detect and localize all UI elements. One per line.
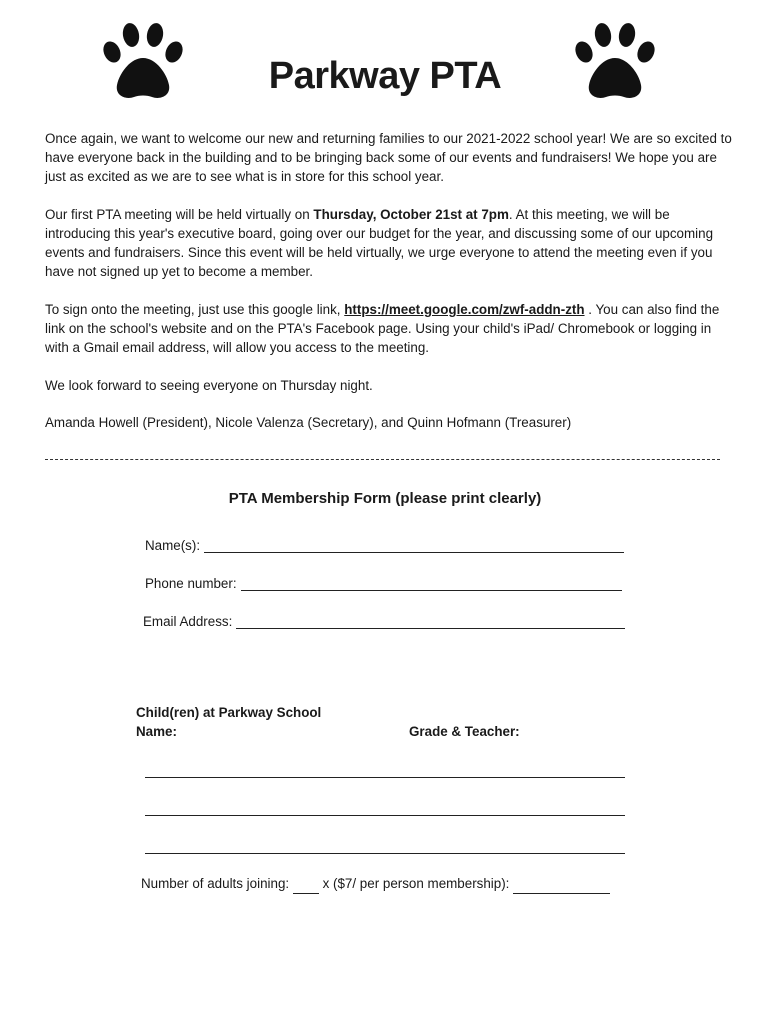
meeting-paragraph <box>45 205 735 281</box>
child-row-line[interactable] <box>145 777 625 778</box>
email-input-line[interactable] <box>236 612 625 629</box>
total-amount-line[interactable] <box>513 879 610 894</box>
phone-label: Phone number: <box>145 576 237 591</box>
child-name-column: Name: <box>136 724 177 739</box>
page-title: Parkway PTA <box>268 55 502 97</box>
children-heading: Child(ren) at Parkway School <box>136 705 322 720</box>
link-text-end: . You can also find the link on the school's website and on the PTA's Facebook page. Using your child's iPad/ Chromebook or logging in with a Gmail email address, will allow you access to the meeting. <box>45 302 720 355</box>
phone-input-line[interactable] <box>241 574 622 591</box>
link-paragraph <box>45 300 735 357</box>
email-label: Email Address: <box>143 614 233 629</box>
names-label: Name(s): <box>145 538 201 553</box>
child-row-line[interactable] <box>145 853 625 854</box>
adults-count-line[interactable] <box>293 879 319 894</box>
meeting-text-end: . At this meeting, we will be introducing this year's executive board, going over our budget for the year, and discussing some of our upcoming events and fundraisers. Since this event will be held virtually, we urge everyone to attend the meeting even if you have not signed up yet to become a member. <box>45 207 714 279</box>
meeting-link[interactable]: https://meet.google.com/zwf-addn-zth <box>344 302 585 317</box>
closing-paragraph: We look forward to seeing everyone on Thursday night. <box>45 378 373 393</box>
link-text-start: To sign onto the meeting, just use this google link, <box>45 302 345 317</box>
adults-label: Number of adults joining: <box>141 876 290 891</box>
phone-field <box>145 571 622 591</box>
meeting-text-start: Our first PTA meeting will be held virtually on <box>45 207 314 222</box>
names-input-line[interactable] <box>204 536 624 553</box>
welcome-paragraph: Once again, we want to welcome our new and returning families to our 2021-2022 school year! We are so excited to have everyone back in the building and to be bringing back some of our events and fundraisers! We hope you are just as excited as we are to see what is in store for this school year. <box>45 131 732 184</box>
membership-cost-label: x ($7/ per person membership): <box>322 876 510 891</box>
email-field <box>143 609 625 629</box>
meeting-date: Thursday, October 21st at 7pm <box>313 207 509 222</box>
cut-line-divider <box>45 459 720 460</box>
child-row-line[interactable] <box>145 815 625 816</box>
signature-line: Amanda Howell (President), Nicole Valenza (Secretary), and Quinn Hofmann (Treasurer) <box>45 415 572 430</box>
grade-teacher-column: Grade & Teacher: <box>409 724 520 739</box>
adults-field <box>141 874 610 894</box>
names-field <box>145 533 624 553</box>
paw-print-icon <box>572 22 658 102</box>
form-title: PTA Membership Form (please print clearly) <box>228 490 542 507</box>
